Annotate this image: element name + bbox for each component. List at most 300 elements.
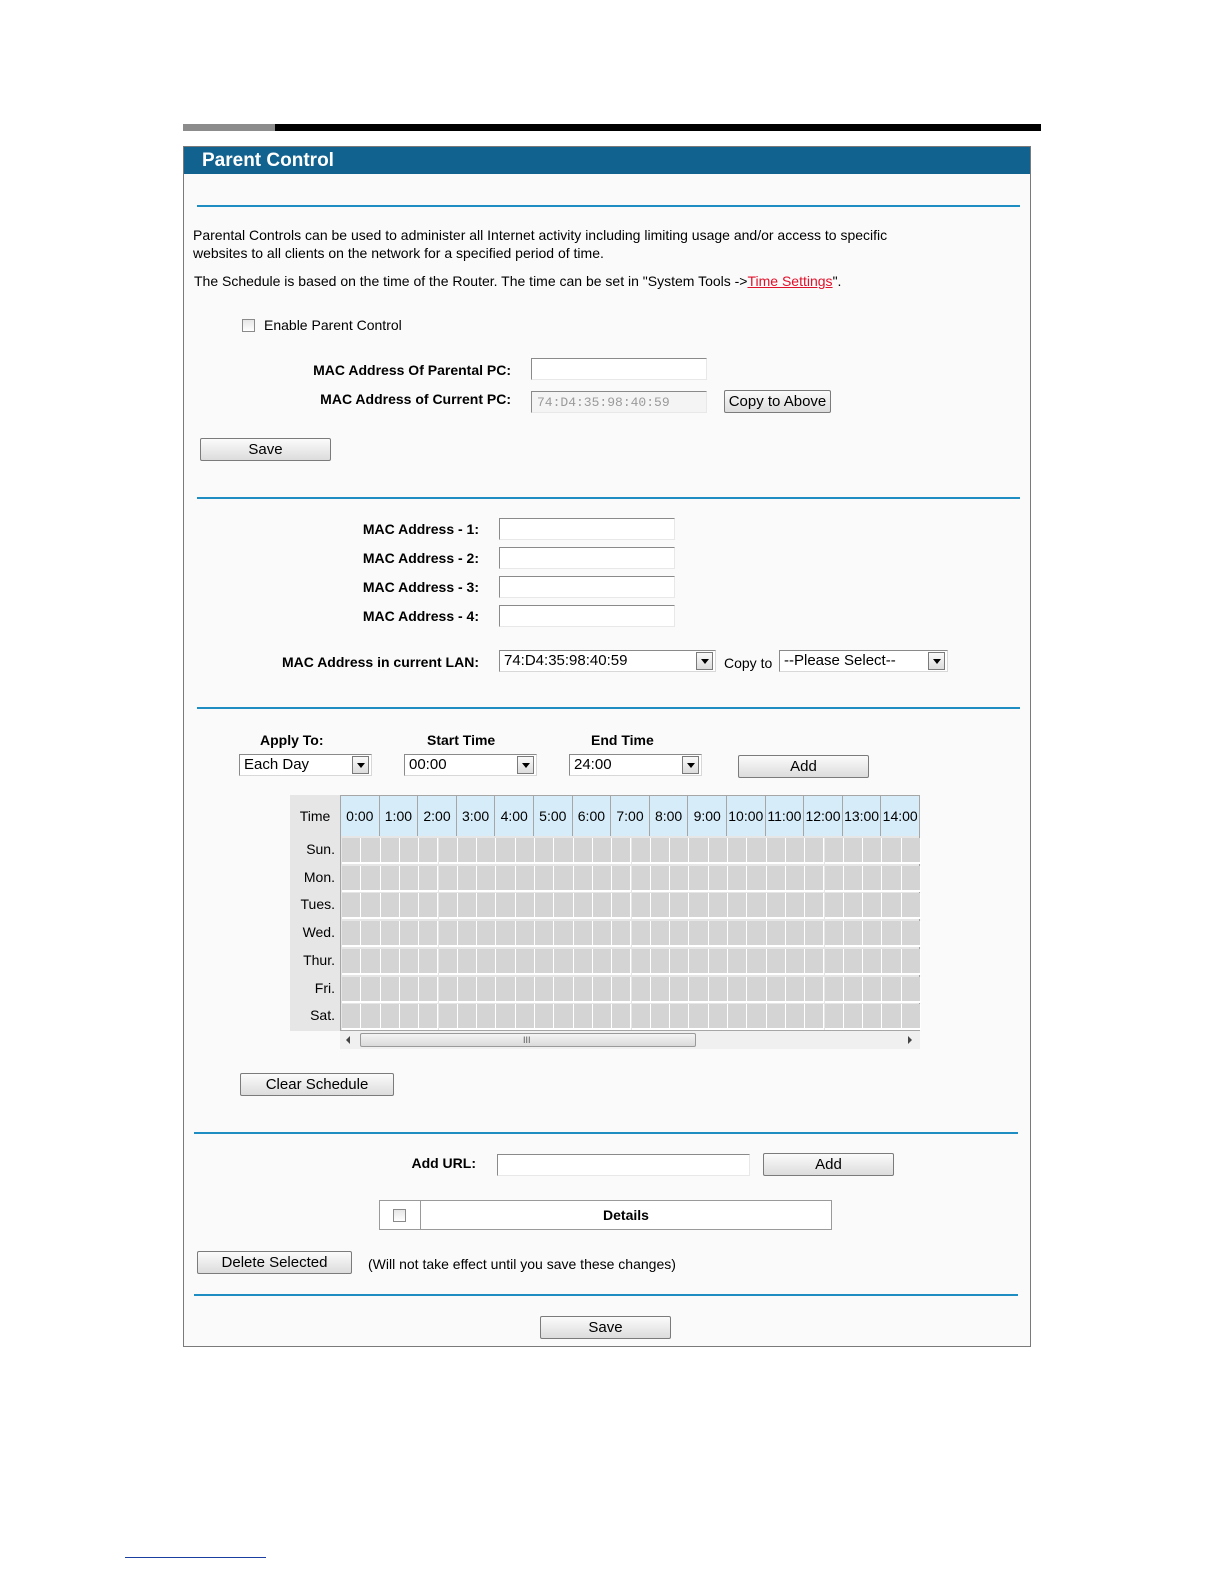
schedule-cell[interactable]	[612, 1004, 631, 1030]
schedule-cell[interactable]	[882, 977, 901, 1003]
schedule-cell[interactable]	[651, 866, 670, 892]
schedule-cell[interactable]	[477, 977, 496, 1003]
schedule-cell[interactable]	[632, 921, 651, 947]
schedule-cell[interactable]	[786, 866, 805, 892]
day-label: Sun.	[306, 841, 335, 857]
schedule-cell[interactable]	[554, 977, 573, 1003]
schedule-cell[interactable]	[496, 866, 515, 892]
mac-address-1-label: MAC Address - 1:	[362, 521, 479, 537]
chevron-down-icon[interactable]	[928, 652, 945, 670]
hour-header: 2:00	[418, 796, 457, 836]
schedule-cell[interactable]	[863, 921, 882, 947]
schedule-cell[interactable]	[651, 838, 670, 864]
apply-to-value: Each Day	[244, 756, 310, 773]
schedule-cell[interactable]	[882, 1004, 901, 1030]
schedule-cell[interactable]	[496, 838, 515, 864]
schedule-cell[interactable]	[902, 866, 921, 892]
schedule-cell[interactable]	[689, 949, 708, 975]
schedule-cell[interactable]	[574, 838, 593, 864]
schedule-cell[interactable]	[728, 949, 747, 975]
schedule-cell[interactable]	[554, 949, 573, 975]
schedule-cell[interactable]	[632, 866, 651, 892]
schedule-cell[interactable]	[863, 866, 882, 892]
schedule-cell[interactable]	[767, 893, 786, 919]
schedule-cell[interactable]	[574, 1004, 593, 1030]
mac-parental-label: MAC Address Of Parental PC:	[313, 362, 511, 378]
schedule-cell[interactable]	[593, 838, 612, 864]
schedule-note-suffix: ".	[832, 273, 842, 289]
schedule-cell[interactable]	[400, 921, 419, 947]
schedule-cell[interactable]	[709, 921, 728, 947]
mac-lan-value: 74:D4:35:98:40:59	[504, 652, 628, 669]
schedule-cell[interactable]	[670, 838, 689, 864]
schedule-cell[interactable]	[342, 949, 361, 975]
schedule-cell[interactable]	[554, 1004, 573, 1030]
schedule-cell[interactable]	[709, 866, 728, 892]
schedule-cell[interactable]	[419, 921, 438, 947]
schedule-cell[interactable]	[419, 893, 438, 919]
schedule-grid	[290, 795, 920, 1053]
schedule-cell[interactable]	[593, 1004, 612, 1030]
schedule-cell[interactable]	[805, 977, 824, 1003]
schedule-cell[interactable]	[439, 866, 458, 892]
schedule-cell[interactable]	[805, 838, 824, 864]
schedule-cell[interactable]	[651, 893, 670, 919]
hour-header: 14:00	[881, 796, 920, 836]
day-label: Sat.	[310, 1007, 335, 1024]
schedule-cell[interactable]	[670, 1004, 689, 1030]
schedule-cell[interactable]	[670, 949, 689, 975]
hour-header: 8:00	[650, 796, 689, 836]
scroll-right-icon[interactable]	[908, 1036, 912, 1044]
schedule-cell[interactable]	[632, 893, 651, 919]
delete-selected-button[interactable]: Delete Selected	[197, 1251, 352, 1274]
schedule-cell[interactable]	[535, 977, 554, 1003]
schedule-cell[interactable]	[709, 1004, 728, 1030]
schedule-cell[interactable]	[593, 893, 612, 919]
schedule-cell[interactable]	[786, 921, 805, 947]
hour-header: 13:00	[843, 796, 882, 836]
schedule-cell[interactable]	[882, 866, 901, 892]
schedule-cell[interactable]	[844, 1004, 863, 1030]
schedule-cell[interactable]	[825, 921, 844, 947]
schedule-cell[interactable]	[670, 977, 689, 1003]
schedule-cell[interactable]	[670, 866, 689, 892]
section-divider	[197, 497, 1020, 499]
apply-to-label: Apply To:	[260, 732, 324, 748]
schedule-cell[interactable]	[574, 866, 593, 892]
schedule-cell[interactable]	[342, 866, 361, 892]
schedule-cell[interactable]	[767, 866, 786, 892]
day-column	[290, 795, 340, 1031]
schedule-cell[interactable]	[825, 866, 844, 892]
schedule-cell[interactable]	[767, 921, 786, 947]
hour-header: 6:00	[573, 796, 612, 836]
schedule-cell[interactable]	[554, 838, 573, 864]
schedule-cell[interactable]	[651, 1004, 670, 1030]
schedule-cell[interactable]	[805, 921, 824, 947]
schedule-cell[interactable]	[767, 949, 786, 975]
schedule-cell[interactable]	[902, 921, 921, 947]
schedule-cell[interactable]	[496, 921, 515, 947]
schedule-cell[interactable]	[574, 949, 593, 975]
schedule-cell[interactable]	[381, 893, 400, 919]
schedule-cell[interactable]	[670, 921, 689, 947]
schedule-cell[interactable]	[400, 1004, 419, 1030]
schedule-cell[interactable]	[381, 977, 400, 1003]
schedule-cell[interactable]	[651, 921, 670, 947]
schedule-cell[interactable]	[709, 838, 728, 864]
schedule-cell[interactable]	[535, 949, 554, 975]
schedule-cell[interactable]	[342, 893, 361, 919]
schedule-cell[interactable]	[844, 977, 863, 1003]
copy-to-above-button[interactable]: Copy to Above	[724, 390, 831, 413]
mac-current-label: MAC Address of Current PC:	[320, 391, 511, 407]
hour-header: 7:00	[611, 796, 650, 836]
schedule-cell[interactable]	[458, 893, 477, 919]
end-time-value: 24:00	[574, 756, 612, 773]
start-time-select[interactable]	[404, 754, 537, 776]
schedule-cell[interactable]	[902, 977, 921, 1003]
end-time-label: End Time	[591, 732, 654, 748]
details-header: Details	[603, 1207, 649, 1223]
schedule-cell[interactable]	[767, 1004, 786, 1030]
schedule-cell[interactable]	[612, 921, 631, 947]
schedule-cell[interactable]	[400, 949, 419, 975]
save-parental-button[interactable]: Save	[200, 438, 331, 461]
hour-header: 10:00	[727, 796, 766, 836]
schedule-cell[interactable]	[844, 949, 863, 975]
schedule-cell[interactable]	[458, 921, 477, 947]
schedule-cell[interactable]	[689, 1004, 708, 1030]
top-rule-accent	[183, 124, 275, 131]
schedule-cell[interactable]	[593, 866, 612, 892]
schedule-cell[interactable]	[709, 893, 728, 919]
schedule-cell[interactable]	[439, 1004, 458, 1030]
schedule-cell[interactable]	[805, 949, 824, 975]
schedule-cell[interactable]	[747, 921, 766, 947]
schedule-cell[interactable]	[477, 866, 496, 892]
schedule-cell[interactable]	[516, 866, 535, 892]
schedule-cell[interactable]	[844, 921, 863, 947]
schedule-cell[interactable]	[786, 977, 805, 1003]
schedule-cell[interactable]	[651, 949, 670, 975]
schedule-cell[interactable]	[863, 838, 882, 864]
schedule-cell[interactable]	[632, 1004, 651, 1030]
schedule-cell[interactable]	[786, 949, 805, 975]
footer-line	[125, 1557, 266, 1558]
schedule-cell[interactable]	[516, 921, 535, 947]
schedule-cell[interactable]	[670, 893, 689, 919]
schedule-cell[interactable]	[728, 921, 747, 947]
schedule-cell[interactable]	[805, 1004, 824, 1030]
schedule-cell[interactable]	[554, 921, 573, 947]
section-divider	[197, 205, 1020, 207]
schedule-cell[interactable]	[882, 949, 901, 975]
schedule-cell[interactable]	[477, 893, 496, 919]
schedule-cell[interactable]	[689, 893, 708, 919]
day-label: Thur.	[303, 951, 335, 968]
schedule-cell[interactable]	[632, 977, 651, 1003]
schedule-cell[interactable]	[535, 921, 554, 947]
schedule-cell[interactable]	[651, 977, 670, 1003]
schedule-cell[interactable]	[400, 866, 419, 892]
schedule-cell[interactable]	[496, 949, 515, 975]
copy-to-select[interactable]	[779, 650, 948, 672]
schedule-cell[interactable]	[477, 921, 496, 947]
schedule-cell[interactable]	[902, 838, 921, 864]
schedule-cell[interactable]	[381, 838, 400, 864]
schedule-cell[interactable]	[419, 866, 438, 892]
schedule-cell[interactable]	[361, 977, 380, 1003]
schedule-cell[interactable]	[554, 893, 573, 919]
schedule-cell[interactable]	[593, 977, 612, 1003]
schedule-cell[interactable]	[902, 949, 921, 975]
schedule-cell[interactable]	[882, 838, 901, 864]
schedule-cell[interactable]	[747, 893, 766, 919]
schedule-cell[interactable]	[477, 949, 496, 975]
schedule-cell[interactable]	[400, 893, 419, 919]
day-label: Tues.	[300, 896, 335, 913]
schedule-cell[interactable]	[825, 893, 844, 919]
schedule-cell[interactable]	[593, 921, 612, 947]
schedule-cell[interactable]	[381, 921, 400, 947]
schedule-cell[interactable]	[361, 949, 380, 975]
schedule-cell[interactable]	[439, 921, 458, 947]
schedule-cell[interactable]	[458, 1004, 477, 1030]
schedule-cell[interactable]	[400, 838, 419, 864]
select-all-checkbox[interactable]	[393, 1209, 406, 1222]
scroll-thumb[interactable]	[360, 1033, 696, 1047]
add-url-label: Add URL:	[411, 1155, 476, 1171]
schedule-cell[interactable]	[496, 1004, 515, 1030]
hour-header: 12:00	[804, 796, 843, 836]
schedule-cell[interactable]	[747, 866, 766, 892]
schedule-cell[interactable]	[709, 949, 728, 975]
mac-address-2-input[interactable]	[499, 547, 675, 569]
schedule-cell[interactable]	[516, 893, 535, 919]
enable-parent-control-label: Enable Parent Control	[264, 317, 402, 333]
schedule-cell[interactable]	[882, 893, 901, 919]
chevron-down-icon[interactable]	[696, 652, 713, 670]
start-time-label: Start Time	[427, 732, 496, 748]
end-time-select[interactable]	[569, 754, 702, 776]
schedule-cell[interactable]	[747, 977, 766, 1003]
enable-parent-control-checkbox[interactable]	[242, 319, 255, 332]
chevron-down-icon[interactable]	[517, 756, 534, 774]
clear-schedule-button[interactable]: Clear Schedule	[240, 1073, 394, 1096]
schedule-cell[interactable]	[844, 893, 863, 919]
save-button[interactable]: Save	[540, 1316, 671, 1339]
mac-address-3-label: MAC Address - 3:	[362, 579, 479, 595]
day-label: Wed.	[302, 924, 335, 941]
intro-line-1: Parental Controls can be used to administer all Internet activity including limiting usage and/or access to specific	[193, 227, 888, 243]
schedule-cell[interactable]	[516, 977, 535, 1003]
schedule-cell[interactable]	[767, 977, 786, 1003]
schedule-cell[interactable]	[863, 949, 882, 975]
schedule-cell[interactable]	[496, 893, 515, 919]
schedule-cell[interactable]	[612, 838, 631, 864]
schedule-cell[interactable]	[844, 838, 863, 864]
schedule-cell[interactable]	[400, 977, 419, 1003]
schedule-cell[interactable]	[342, 838, 361, 864]
mac-lan-select[interactable]	[499, 650, 716, 672]
schedule-cell[interactable]	[439, 949, 458, 975]
schedule-cell[interactable]	[767, 838, 786, 864]
url-details-table	[379, 1200, 832, 1230]
schedule-cell[interactable]	[419, 1004, 438, 1030]
hour-header: 0:00	[341, 796, 380, 836]
schedule-cell[interactable]	[728, 838, 747, 864]
schedule-cell[interactable]	[805, 893, 824, 919]
schedule-cell[interactable]	[863, 977, 882, 1003]
schedule-cell[interactable]	[516, 838, 535, 864]
intro-line-2: websites to all clients on the network for a specified period of time.	[193, 245, 604, 261]
mac-current-input[interactable]: 74:D4:35:98:40:59	[531, 391, 707, 413]
schedule-cell[interactable]	[844, 866, 863, 892]
schedule-cell[interactable]	[825, 1004, 844, 1030]
mac-lan-label: MAC Address in current LAN:	[281, 654, 479, 670]
schedule-cell[interactable]	[747, 1004, 766, 1030]
schedule-cell[interactable]	[786, 1004, 805, 1030]
panel-title: Parent Control	[202, 150, 334, 171]
mac-address-4-input[interactable]	[499, 605, 675, 627]
hour-header: 1:00	[380, 796, 419, 836]
schedule-cell[interactable]	[902, 893, 921, 919]
schedule-cell[interactable]	[612, 893, 631, 919]
schedule-note	[194, 273, 841, 289]
schedule-cell[interactable]	[342, 1004, 361, 1030]
schedule-cell[interactable]	[863, 1004, 882, 1030]
schedule-cell[interactable]	[574, 921, 593, 947]
schedule-cell[interactable]	[361, 838, 380, 864]
apply-to-select[interactable]	[239, 754, 372, 776]
schedule-cell[interactable]	[381, 1004, 400, 1030]
schedule-cell[interactable]	[439, 893, 458, 919]
schedule-cell[interactable]	[477, 838, 496, 864]
schedule-cell[interactable]	[342, 921, 361, 947]
schedule-cell[interactable]	[728, 893, 747, 919]
day-label: Mon.	[303, 868, 335, 885]
schedule-cell[interactable]	[786, 838, 805, 864]
start-time-value: 00:00	[409, 756, 447, 773]
schedule-cell[interactable]	[458, 838, 477, 864]
hour-header: 3:00	[457, 796, 496, 836]
top-rule	[275, 124, 1041, 131]
schedule-cell[interactable]	[439, 977, 458, 1003]
schedule-cell[interactable]	[632, 949, 651, 975]
panel-header	[184, 147, 1030, 174]
hour-header: 9:00	[688, 796, 727, 836]
schedule-cell[interactable]	[535, 1004, 554, 1030]
mac-parental-input[interactable]	[531, 358, 707, 380]
chevron-down-icon[interactable]	[352, 756, 369, 774]
schedule-note-prefix: The Schedule is based on the time of the Router. The time can be set in "System Tools ->	[194, 273, 748, 289]
schedule-cell[interactable]	[863, 893, 882, 919]
schedule-cell[interactable]	[612, 866, 631, 892]
schedule-cell[interactable]	[361, 893, 380, 919]
schedule-cell[interactable]	[361, 1004, 380, 1030]
schedule-cell[interactable]	[689, 866, 708, 892]
schedule-cell[interactable]	[458, 866, 477, 892]
mac-address-2-label: MAC Address - 2:	[362, 550, 479, 566]
schedule-cell[interactable]	[419, 838, 438, 864]
schedule-cell[interactable]	[381, 866, 400, 892]
schedule-cell[interactable]	[728, 1004, 747, 1030]
schedule-cell[interactable]	[709, 977, 728, 1003]
mac-address-1-input[interactable]	[499, 518, 675, 540]
schedule-cell[interactable]	[516, 1004, 535, 1030]
mac-address-4-label: MAC Address - 4:	[362, 608, 479, 624]
schedule-scrollbar[interactable]	[340, 1031, 920, 1049]
schedule-cell[interactable]	[825, 838, 844, 864]
schedule-cell[interactable]	[361, 921, 380, 947]
schedule-cell[interactable]	[516, 949, 535, 975]
schedule-cell[interactable]	[342, 977, 361, 1003]
schedule-cell[interactable]	[612, 977, 631, 1003]
schedule-cell[interactable]	[419, 977, 438, 1003]
schedule-cell[interactable]	[747, 949, 766, 975]
scroll-grip: III	[523, 1035, 531, 1045]
mac-address-3-input[interactable]	[499, 576, 675, 598]
schedule-cell[interactable]	[747, 838, 766, 864]
schedule-cell[interactable]	[728, 866, 747, 892]
delete-note: (Will not take effect until you save these changes)	[368, 1256, 676, 1272]
schedule-cell[interactable]	[825, 949, 844, 975]
hour-header: 11:00	[766, 796, 805, 836]
schedule-cell[interactable]	[612, 949, 631, 975]
schedule-cell[interactable]	[439, 838, 458, 864]
schedule-cell[interactable]	[593, 949, 612, 975]
schedule-cell[interactable]	[632, 838, 651, 864]
add-url-input[interactable]	[497, 1154, 750, 1176]
scroll-left-icon[interactable]	[346, 1036, 350, 1044]
schedule-cell[interactable]	[535, 893, 554, 919]
schedule-cell[interactable]	[458, 949, 477, 975]
schedule-cell[interactable]	[458, 977, 477, 1003]
schedule-cell[interactable]	[496, 977, 515, 1003]
schedule-cell[interactable]	[361, 866, 380, 892]
schedule-cell[interactable]	[381, 949, 400, 975]
schedule-cell[interactable]	[728, 977, 747, 1003]
schedule-cell[interactable]	[825, 977, 844, 1003]
schedule-cell[interactable]	[574, 893, 593, 919]
schedule-cell[interactable]	[574, 977, 593, 1003]
schedule-cell[interactable]	[902, 1004, 921, 1030]
schedule-cell[interactable]	[477, 1004, 496, 1030]
schedule-cell[interactable]	[419, 949, 438, 975]
section-divider	[194, 1132, 1018, 1134]
time-header: Time	[299, 808, 331, 824]
time-settings-link[interactable]: Time Settings	[747, 273, 833, 289]
schedule-cell[interactable]	[805, 866, 824, 892]
hour-grid	[340, 795, 920, 1031]
parent-control-panel	[183, 146, 1031, 1347]
schedule-cell[interactable]	[535, 866, 554, 892]
section-divider	[197, 707, 1020, 709]
chevron-down-icon[interactable]	[682, 756, 699, 774]
schedule-cell[interactable]	[882, 921, 901, 947]
hour-header: 5:00	[534, 796, 573, 836]
schedule-cell[interactable]	[689, 838, 708, 864]
schedule-cell[interactable]	[689, 977, 708, 1003]
add-schedule-button[interactable]: Add	[738, 755, 869, 778]
schedule-cell[interactable]	[554, 866, 573, 892]
schedule-cell[interactable]	[786, 893, 805, 919]
schedule-cell[interactable]	[535, 838, 554, 864]
add-url-button[interactable]: Add	[763, 1153, 894, 1176]
schedule-cell[interactable]	[689, 921, 708, 947]
